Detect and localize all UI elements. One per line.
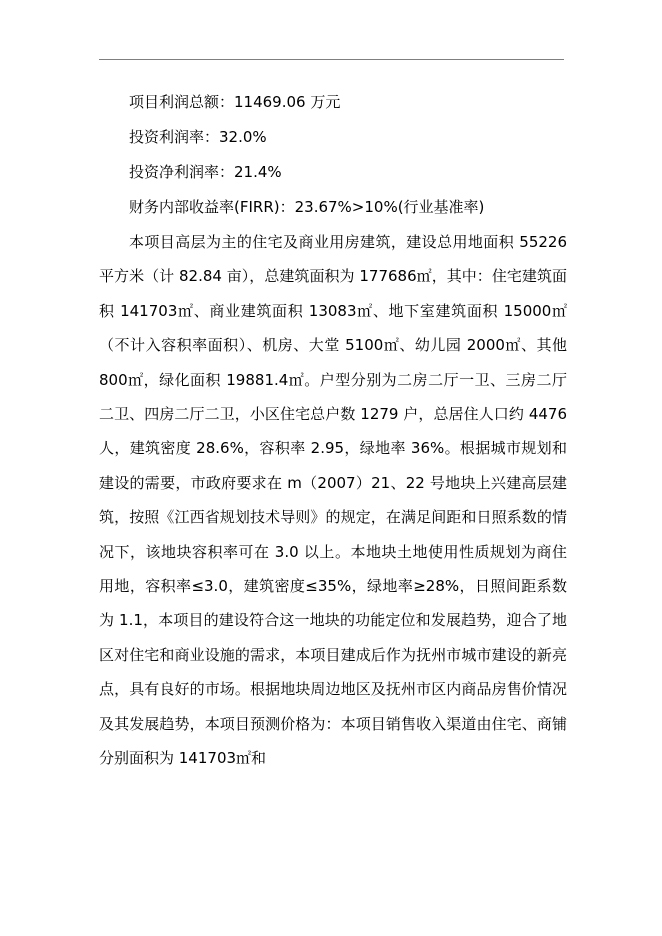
investment-net-profit-rate-line: 投资净利润率：21.4% xyxy=(129,163,282,181)
profit-total-line: 项目利润总额：11469.06 万元 xyxy=(129,93,341,111)
document-body xyxy=(99,85,567,776)
header-rule xyxy=(99,59,564,60)
investment-profit-rate-line: 投资利润率：32.0% xyxy=(129,128,267,146)
firr-line: 财务内部收益率(FIRR)：23.67%>10%(行业基准率) xyxy=(129,198,485,216)
project-description-paragraph: 本项目高层为主的住宅及商业用房建筑，建设总用地面积 55226 平方米（计 82.84 亩），总建筑面积为 177686㎡，其中：住宅建筑面积 141703㎡、商业建筑面积 13083㎡、地下室建筑面积 15000㎡（不计入容积率面积）、机房、大堂 5100㎡、幼儿园 2000㎡、其他 800㎡，绿化面积 19881.4㎡。户型分别为二房二厅一卫、三房二厅二卫、四房二厅二卫，小区住宅总户数 1279 户，总居住人口约 4476 人，建筑密度 28.6%，容积率 2.95，绿地率 36%。根据城市规划和建设的需要，市政府要求在 m（2007）21、22 号地块上兴建高层建筑，按照《江西省规划技术导则》的规定，在满足间距和日照系数的情况下，该地块容积率可在 3.0 以上。本地块土地使用性质规划为商住用地，容积率≤3.0，建筑密度≤35%，绿地率≥28%，日照间距系数为 1.1，本项目的建设符合这一地块的功能定位和发展趋势，迎合了地区对住宅和商业设施的需求，本项目建成后作为抚州市城市建设的新亮点，具有良好的市场。根据地块周边地区及抚州市区内商品房售价情况及其发展趋势，本项目预测价格为：本项目销售收入渠道由住宅、商铺分别面积为 141703㎡和 xyxy=(99,233,567,768)
